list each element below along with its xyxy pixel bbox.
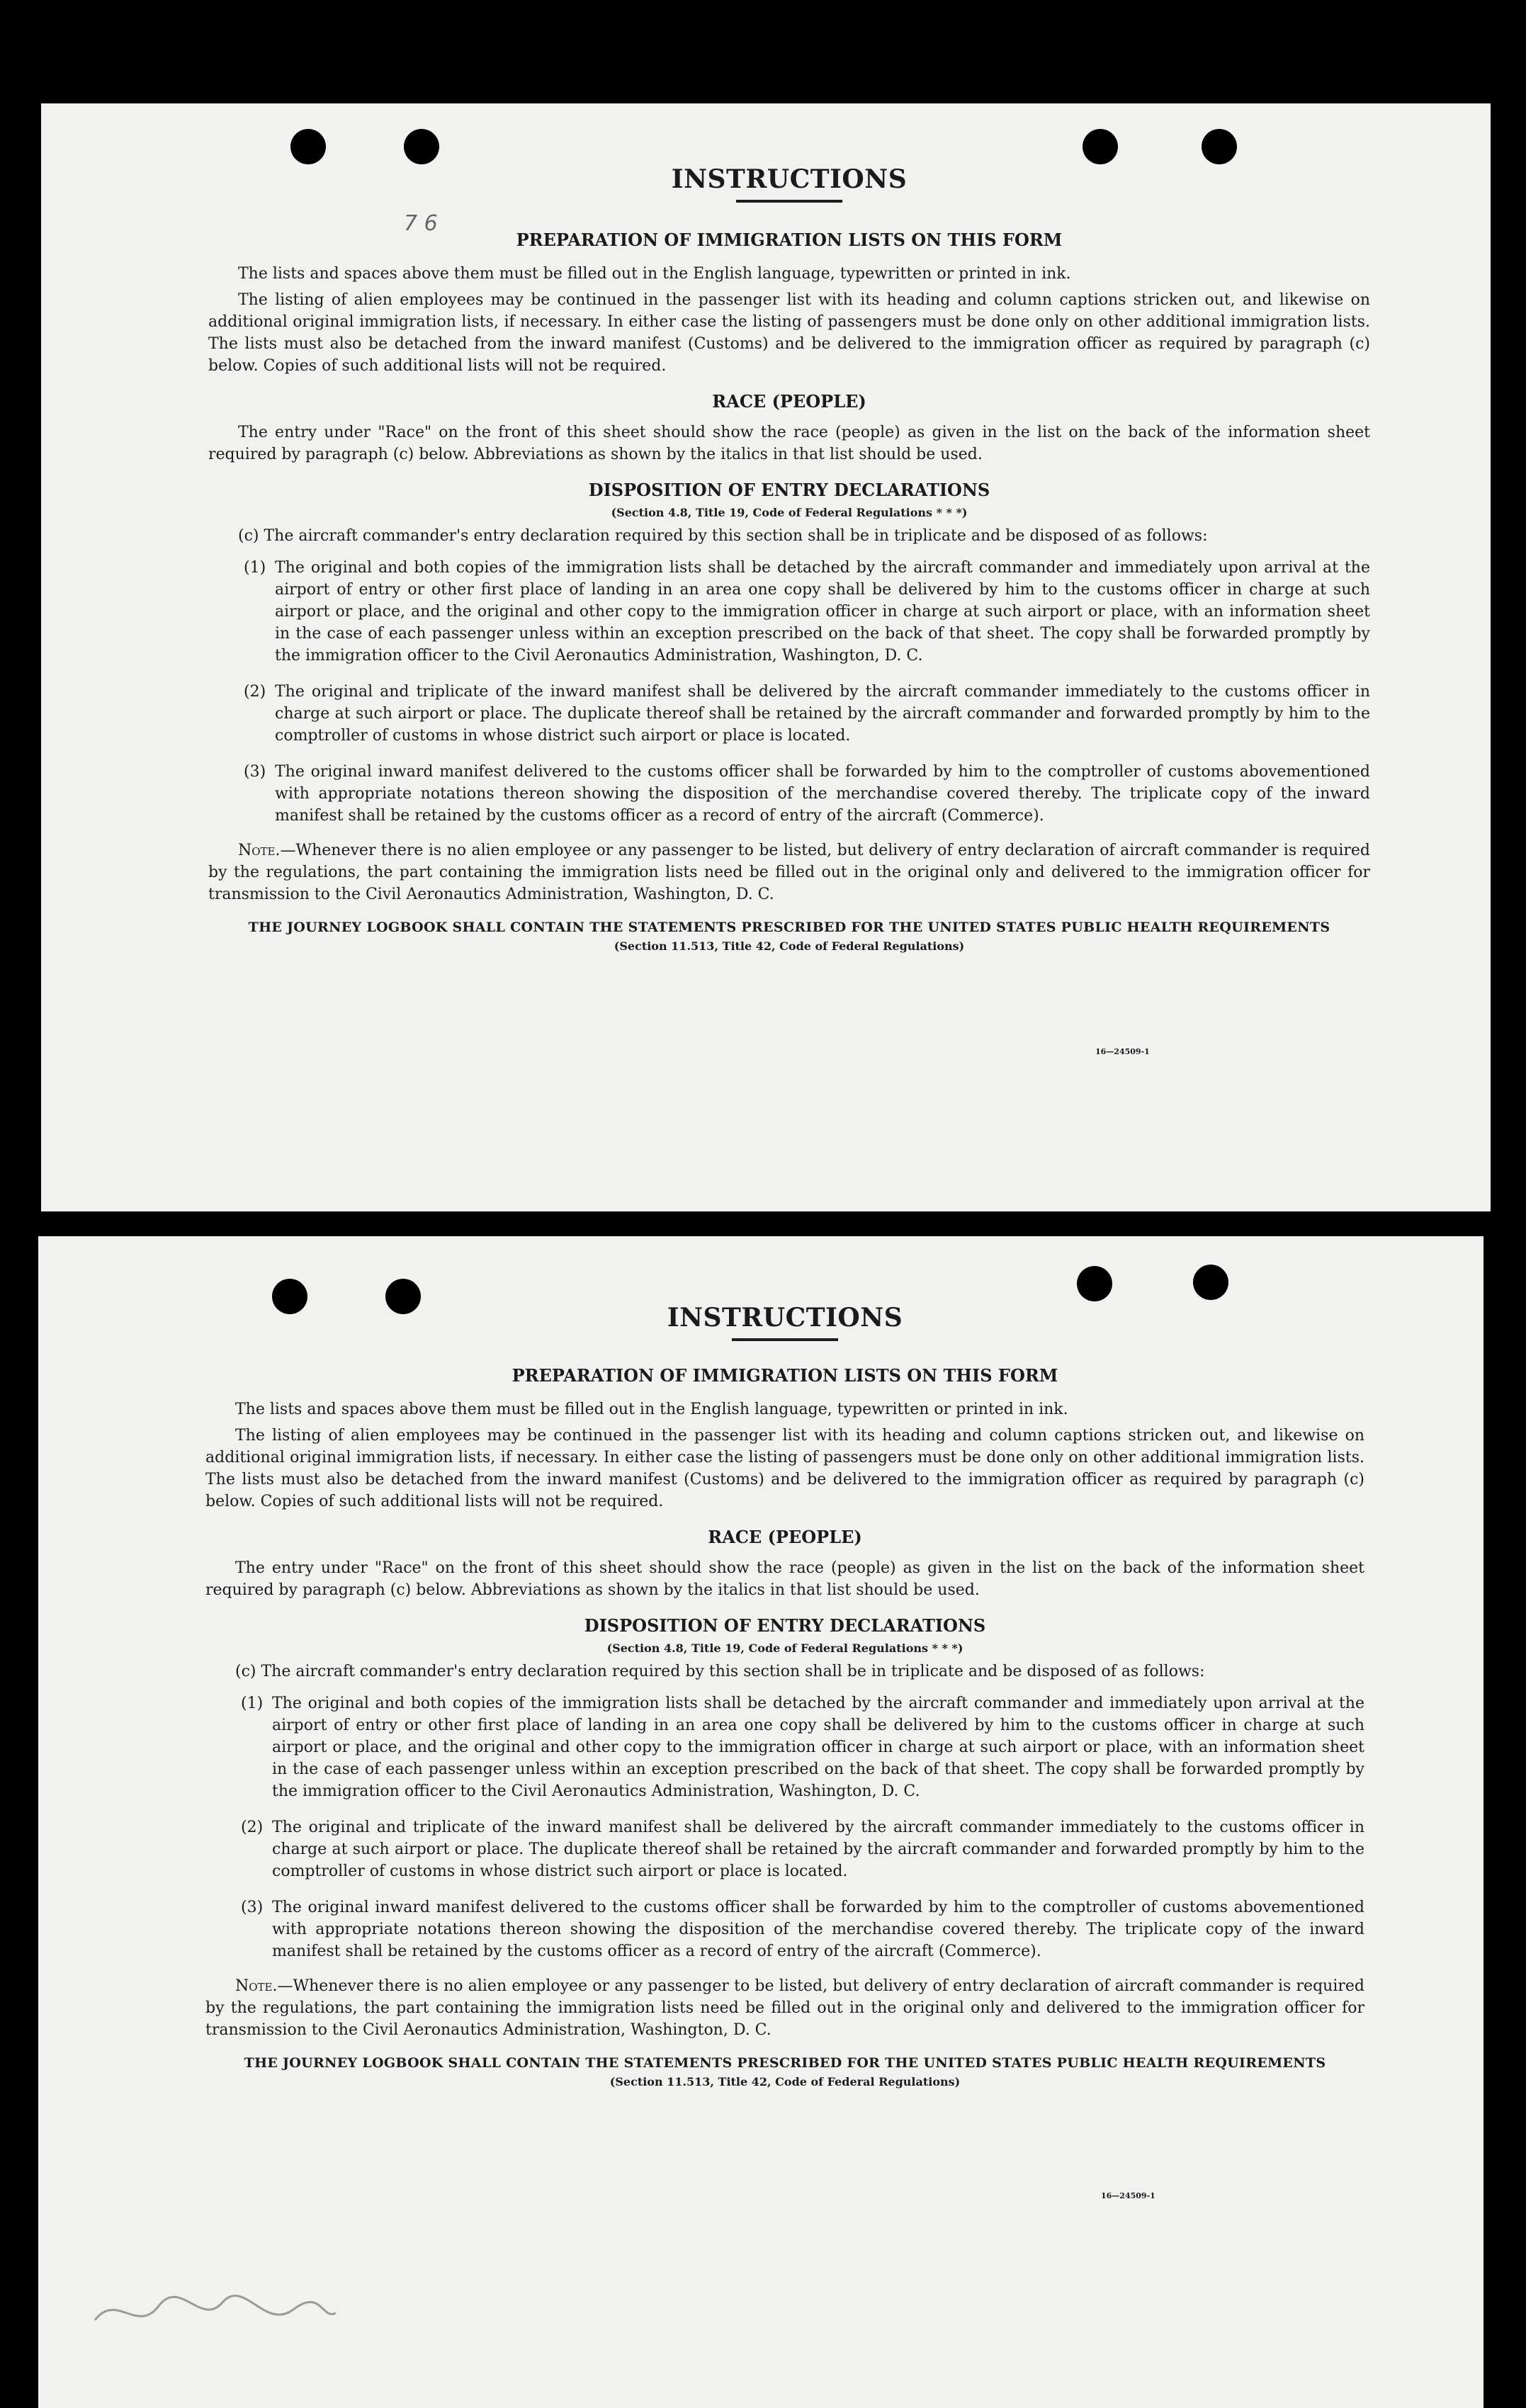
list-item (241, 1692, 1364, 1802)
list-item-text: The original and triplicate of the inward manifest shall be delivered by the aircraft commander immediately to the customs officer in charge at such airport or place. The duplicate thereof shall be retained by the aircraft commander and forwarded promptly by him to the comptroller of customs in whose district such airport or place is located. (272, 1819, 1364, 1880)
note-text: —Whenever there is no alien employee or any passenger to be listed, but delivery of entry declaration of aircraft commander is required by the regulations, the part containing the immigration lists need be filled out in the original only and delivered to the immigration officer for transmission to the Civil Aeronautics Administration, Washington, D. C. (208, 842, 1370, 903)
list-item-number: (3) (241, 1899, 264, 1916)
punch-hole (404, 129, 439, 164)
section-heading-disposition: DISPOSITION OF ENTRY DECLARATIONS (584, 1615, 986, 1636)
list-item (244, 761, 1370, 827)
note-label: Note. (238, 842, 281, 859)
page-title: INSTRUCTIONS (667, 1303, 903, 1333)
paragraph-alien-employees: The listing of alien employees may be continued in the passenger list with its heading and column captions stricken out, and likewise on additional original immigration lists, if necessary. In either case the listing of passengers must be done only on other additional immigration lists. The lists must also be detached from the inward manifest (Customs) and be delivered to the immigration officer as required by paragraph (c) below. Copies of such additional lists will not be required. (205, 1427, 1364, 1510)
paragraph-race: The entry under "Race" on the front of this sheet should show the race (people) as given in the list on the back of the information sheet required by paragraph (c) below. Abbreviations as shown by the italics in that list should be used. (208, 424, 1370, 463)
note-paragraph (208, 840, 1370, 905)
form-number: 16—24509-1 (1101, 2191, 1155, 2200)
punch-hole (1202, 129, 1237, 164)
section-heading-race: RACE (PEOPLE) (712, 391, 866, 412)
list-item (241, 1816, 1364, 1882)
section-heading-race: RACE (PEOPLE) (708, 1527, 862, 1547)
list-item-number: (3) (244, 763, 266, 781)
list-item-number: (1) (241, 1695, 264, 1712)
section-citation: (Section 4.8, Title 19, Code of Federal Regulations * * *) (606, 1641, 963, 1655)
title-rule (732, 1338, 838, 1341)
note-label: Note. (235, 1977, 278, 1995)
list-item-text: The original and triplicate of the inward manifest shall be delivered by the aircraft commander immediately to the customs officer in charge at such airport or place. The duplicate thereof shall be retained by the aircraft commander and forwarded promptly by him to the comptroller of customs in whose district such airport or place is located. (275, 683, 1370, 745)
punch-hole (1193, 1265, 1228, 1300)
public-health-statement: THE JOURNEY LOGBOOK SHALL CONTAIN THE STATEMENTS PRESCRIBED FOR THE UNITED STATES PUBLIC HEALTH REQUIREMENTS (248, 920, 1330, 935)
paragraph-languages: The lists and spaces above them must be filled out in the English language, typewritten or printed in ink. (238, 265, 1071, 283)
paragraph-alien-employees: The listing of alien employees may be continued in the passenger list with its heading and column captions stricken out, and likewise on additional original immigration lists, if necessary. In either case the listing of passengers must be done only on other additional immigration lists. The lists must also be detached from the inward manifest (Customs) and be delivered to the immigration officer as required by paragraph (c) below. Copies of such additional lists will not be required. (208, 291, 1370, 375)
public-health-statement: THE JOURNEY LOGBOOK SHALL CONTAIN THE STATEMENTS PRESCRIBED FOR THE UNITED STATES PUBLIC HEALTH REQUIREMENTS (244, 2055, 1326, 2071)
list-item-text: The original and both copies of the immigration lists shall be detached by the aircraft commander and immediately upon arrival at the airport of entry or other first place of landing in an area one copy shall be delivered by him to the customs officer in charge at such airport or place, and the original and other copy to the immigration officer in charge at such airport or place, with an information sheet in the case of each passenger unless within an exception prescribed on the back of that sheet. The copy shall be forwarded promptly by the immigration officer to the Civil Aeronautics Administration, Washington, D. C. (275, 559, 1370, 665)
list-item-number: (2) (241, 1819, 264, 1836)
list-item-number: (1) (244, 559, 266, 577)
paragraph-languages: The lists and spaces above them must be filled out in the English language, typewritten or printed in ink. (235, 1401, 1068, 1418)
form-number: 16—24509-1 (1095, 1047, 1150, 1056)
title-rule (736, 200, 842, 203)
list-item-text: The original inward manifest delivered to the customs officer shall be forwarded by him to the comptroller of customs abovementioned with appropriate notations thereon showing the disposition of the merchandise covered thereby. The triplicate copy of the inward manifest shall be retained by the customs officer as a record of entry of the aircraft (Commerce). (275, 763, 1370, 825)
list-item-number: (2) (244, 683, 266, 701)
list-item-text: The original inward manifest delivered to the customs officer shall be forwarded by him to the comptroller of customs abovementioned with appropriate notations thereon showing the disposition of the merchandise covered thereby. The triplicate copy of the inward manifest shall be retained by the customs officer as a record of entry of the aircraft (Commerce). (272, 1899, 1364, 1960)
section-citation: (Section 4.8, Title 19, Code of Federal Regulations * * *) (611, 506, 968, 519)
handwritten-scribble (88, 2278, 343, 2341)
instruction-sheet-1 (41, 103, 1491, 1211)
section-heading-preparation: PREPARATION OF IMMIGRATION LISTS ON THIS FORM (512, 1365, 1058, 1386)
paragraph-c: (c) The aircraft commander's entry declaration required by this section shall be in triplicate and be disposed of as follows: (238, 527, 1208, 545)
section-heading-disposition: DISPOSITION OF ENTRY DECLARATIONS (588, 480, 990, 500)
note-text: —Whenever there is no alien employee or any passenger to be listed, but delivery of entry declaration of aircraft commander is required by the regulations, the part containing the immigration lists need be filled out in the original only and delivered to the immigration officer for transmission to the Civil Aeronautics Administration, Washington, D. C. (205, 1977, 1364, 2039)
public-health-citation: (Section 11.513, Title 42, Code of Federal Regulations) (614, 939, 965, 953)
page-title: INSTRUCTIONS (671, 164, 908, 194)
list-item (241, 1897, 1364, 1962)
note-paragraph (205, 1975, 1364, 2041)
punch-hole (290, 129, 326, 164)
punch-hole (1077, 1266, 1112, 1301)
list-item (244, 557, 1370, 667)
paragraph-race: The entry under "Race" on the front of this sheet should show the race (people) as given in the list on the back of the information sheet required by paragraph (c) below. Abbreviations as shown by the italics in that list should be used. (205, 1559, 1364, 1599)
section-heading-preparation: PREPARATION OF IMMIGRATION LISTS ON THIS FORM (516, 230, 1063, 250)
list-item-text: The original and both copies of the immigration lists shall be detached by the aircraft commander and immediately upon arrival at the airport of entry or other first place of landing in an area one copy shall be delivered by him to the customs officer in charge at such airport or place, and the original and other copy to the immigration officer in charge at such airport or place, with an information sheet in the case of each passenger unless within an exception prescribed on the back of that sheet. The copy shall be forwarded promptly by the immigration officer to the Civil Aeronautics Administration, Washington, D. C. (272, 1695, 1364, 1800)
handwritten-mark: 7 6 (404, 211, 438, 236)
paragraph-c: (c) The aircraft commander's entry declaration required by this section shall be in triplicate and be disposed of as follows: (235, 1663, 1205, 1680)
public-health-citation: (Section 11.513, Title 42, Code of Federal Regulations) (609, 2075, 961, 2088)
instruction-sheet-2 (38, 1236, 1483, 2408)
punch-hole (1083, 129, 1118, 164)
list-item (244, 681, 1370, 747)
